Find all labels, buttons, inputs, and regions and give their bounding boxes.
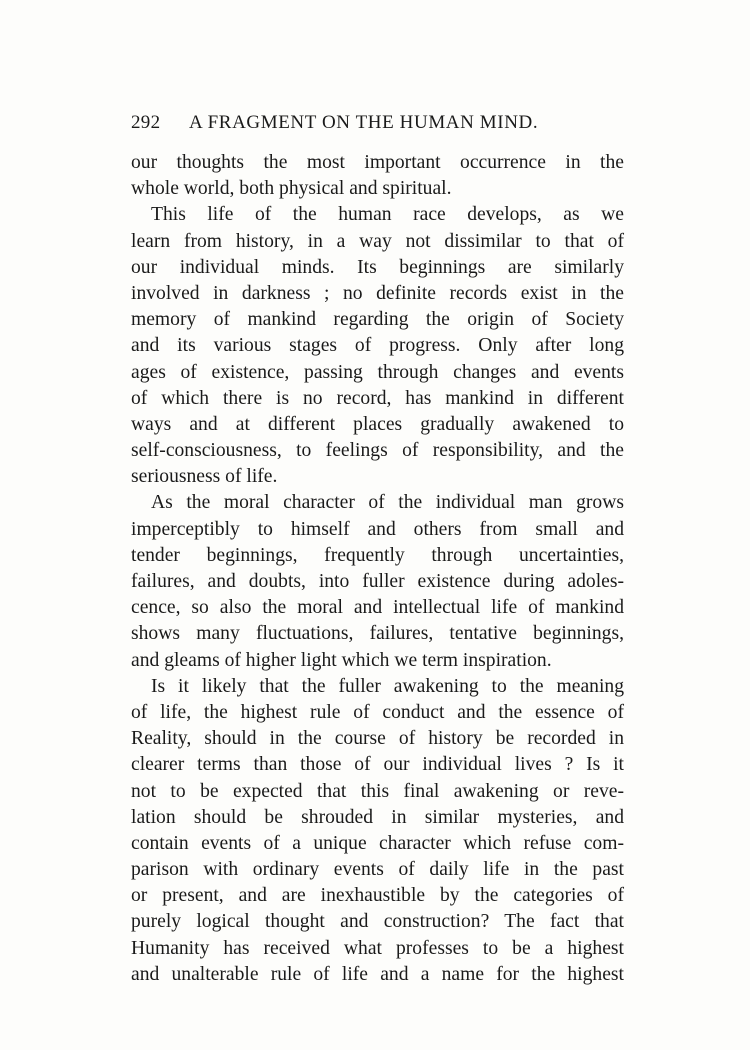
paragraph [131,490,624,673]
text-line: seriousness of life. [131,466,278,488]
text-line: imperceptibly to himself and others from small and [131,518,624,540]
text-line: cence, so also the moral and intellectual life of mankind [131,597,624,619]
text-line: our thoughts the most important occurrence in the [131,152,624,173]
text-line: and unalterable rule of life and a name for the highest [131,963,624,985]
text-line: tender beginnings, frequently through uncertainties, [131,544,624,566]
text-line: lation should be shrouded in similar mysteries, and [131,806,624,828]
body-text [131,150,624,988]
text-line: shows many fluctuations, failures, tentative beginnings, [131,623,624,645]
text-line: and gleams of higher light which we term inspiration. [131,649,552,671]
text-line: memory of mankind regarding the origin of Society [131,309,624,331]
text-line: purely logical thought and construction? The fact that [131,911,624,933]
text-line: Humanity has received what professes to be a highest [131,937,624,959]
page-number: 292 [131,112,161,133]
paragraph [131,674,624,988]
paragraph [131,150,624,202]
text-line: clearer terms than those of our individual lives ? Is it [131,754,624,776]
text-line: self-consciousness, to feelings of responsibility, and the [131,440,624,462]
text-line: learn from history, in a way not dissimilar to that of [131,230,624,252]
running-title: A FRAGMENT ON THE HUMAN MIND. [189,112,539,133]
text-line: ages of existence, passing through changes and events [131,361,624,383]
text-line: and its various stages of progress. Only after long [131,335,624,357]
text-line: our individual minds. Its beginnings are similarly [131,256,624,278]
text-line: parison with ordinary events of daily life in the past [131,859,624,881]
text-line: Is it likely that the fuller awakening to the meaning [151,675,624,697]
text-line: whole world, both physical and spiritual. [131,178,452,200]
text-line: contain events of a unique character which refuse com- [131,832,624,854]
text-line: of life, the highest rule of conduct and the essence of [131,701,624,723]
text-line: failures, and doubts, into fuller existence during adoles- [131,571,624,592]
text-line: ways and at different places gradually awakened to [131,413,624,435]
text-line: Reality, should in the course of history be recorded in [131,728,624,750]
running-header [131,112,624,140]
text-line: involved in darkness ; no definite records exist in the [131,282,624,304]
text-line: of which there is no record, has mankind in different [131,387,624,409]
text-line: This life of the human race develops, as we [151,204,624,226]
paragraph [131,202,624,490]
text-line: As the moral character of the individual man grows [151,492,624,514]
text-line: or present, and are inexhaustible by the categories of [131,885,624,907]
text-line: not to be expected that this final awakening or reve- [131,780,624,802]
